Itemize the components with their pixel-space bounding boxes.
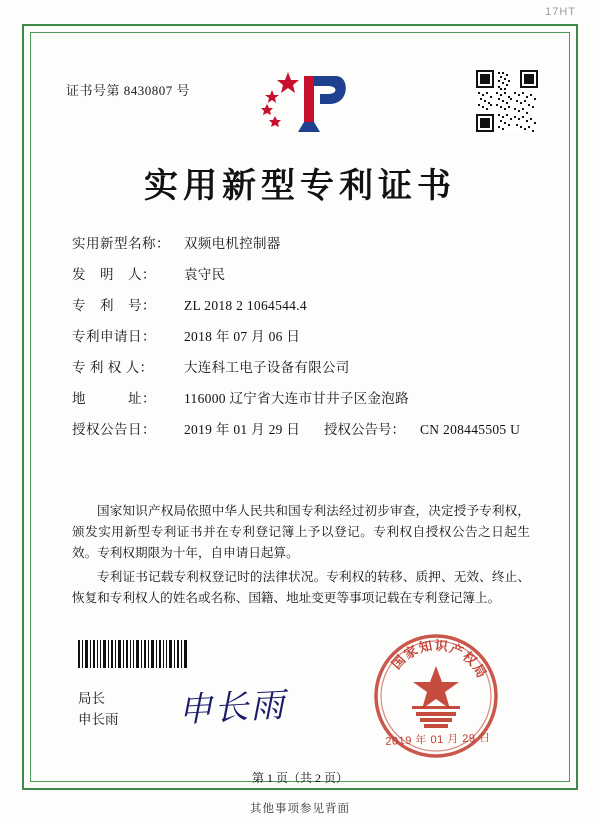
certificate-number: 证书号第 8430807 号: [66, 83, 191, 98]
svg-text:识: 识: [434, 637, 449, 654]
director-title-label: 局长: [78, 691, 105, 706]
field-row-announcement-number: [324, 418, 520, 438]
field-row-name: [72, 232, 532, 263]
svg-text:权: 权: [459, 648, 480, 669]
paragraph-register-statement: 专利证书记载专利权登记时的法律状况。专利权的转移、质押、无效、终止、恢复和专利权人的姓名或名称、国籍、地址变更等事项记载在专利登记簿上。: [72, 570, 530, 605]
field-value: 大连科工电子设备有限公司: [184, 360, 350, 375]
field-label: 实用新型名称：: [72, 236, 170, 251]
barcode: [78, 640, 190, 668]
field-label: 专 利 号：: [72, 298, 156, 313]
footnote: 其他事项参见背面: [250, 803, 350, 815]
patent-field-list: [72, 232, 532, 449]
field-row-patent-no: [72, 294, 532, 325]
field-row-address: [72, 387, 532, 418]
field-row-grant-announcement: [72, 418, 532, 449]
field-label: 专 利 权 人：: [72, 360, 154, 375]
field-value: 2018 年 07 月 06 日: [184, 329, 301, 344]
field-label: 授权公告日：: [72, 422, 156, 437]
page-title: 实用新型专利证书: [144, 168, 456, 205]
page-number: 第 1 页（共 2 页）: [251, 771, 348, 785]
svg-text:家: 家: [401, 642, 421, 663]
field-row-patentee: [72, 356, 532, 387]
field-row-application-date: [72, 325, 532, 356]
field-value: 双频电机控制器: [184, 236, 281, 251]
signature-labels: [78, 688, 119, 730]
field-value: 116000 辽宁省大连市甘井子区金泡路: [184, 391, 409, 406]
field-label: 发 明 人：: [72, 267, 156, 282]
svg-text:知: 知: [417, 637, 434, 656]
field-value: ZL 2018 2 1064544.4: [184, 298, 307, 313]
director-name-label: 申长雨: [78, 712, 119, 727]
paragraph-grant-statement: 国家知识产权局依照中华人民共和国专利法经过初步审查，决定授予专利权，颁发实用新型专利证书并在专利登记簿上予以登记。专利权自授权公告之日起生效。专利权期限为十年，自申请日起算。: [72, 504, 530, 560]
corner-mark: 17HT: [545, 6, 576, 18]
field-label: 授权公告号：: [324, 422, 405, 437]
svg-text:产: 产: [447, 640, 466, 660]
qr-code: [476, 70, 538, 132]
field-label: 地 址：: [72, 391, 156, 406]
cnipa-emblem-icon: [258, 70, 354, 138]
field-label: 专利申请日：: [72, 329, 156, 344]
svg-text:局: 局: [469, 661, 490, 681]
field-row-inventor: [72, 263, 532, 294]
seal-date: 2019 年 01 月 29 日: [385, 732, 491, 748]
field-value: 袁守民: [184, 267, 226, 282]
handwritten-signature: 申长雨: [177, 687, 288, 730]
field-value: 2019 年 01 月 29 日: [184, 422, 301, 437]
field-value: CN 208445505 U: [420, 422, 521, 437]
svg-text:国: 国: [388, 652, 409, 673]
